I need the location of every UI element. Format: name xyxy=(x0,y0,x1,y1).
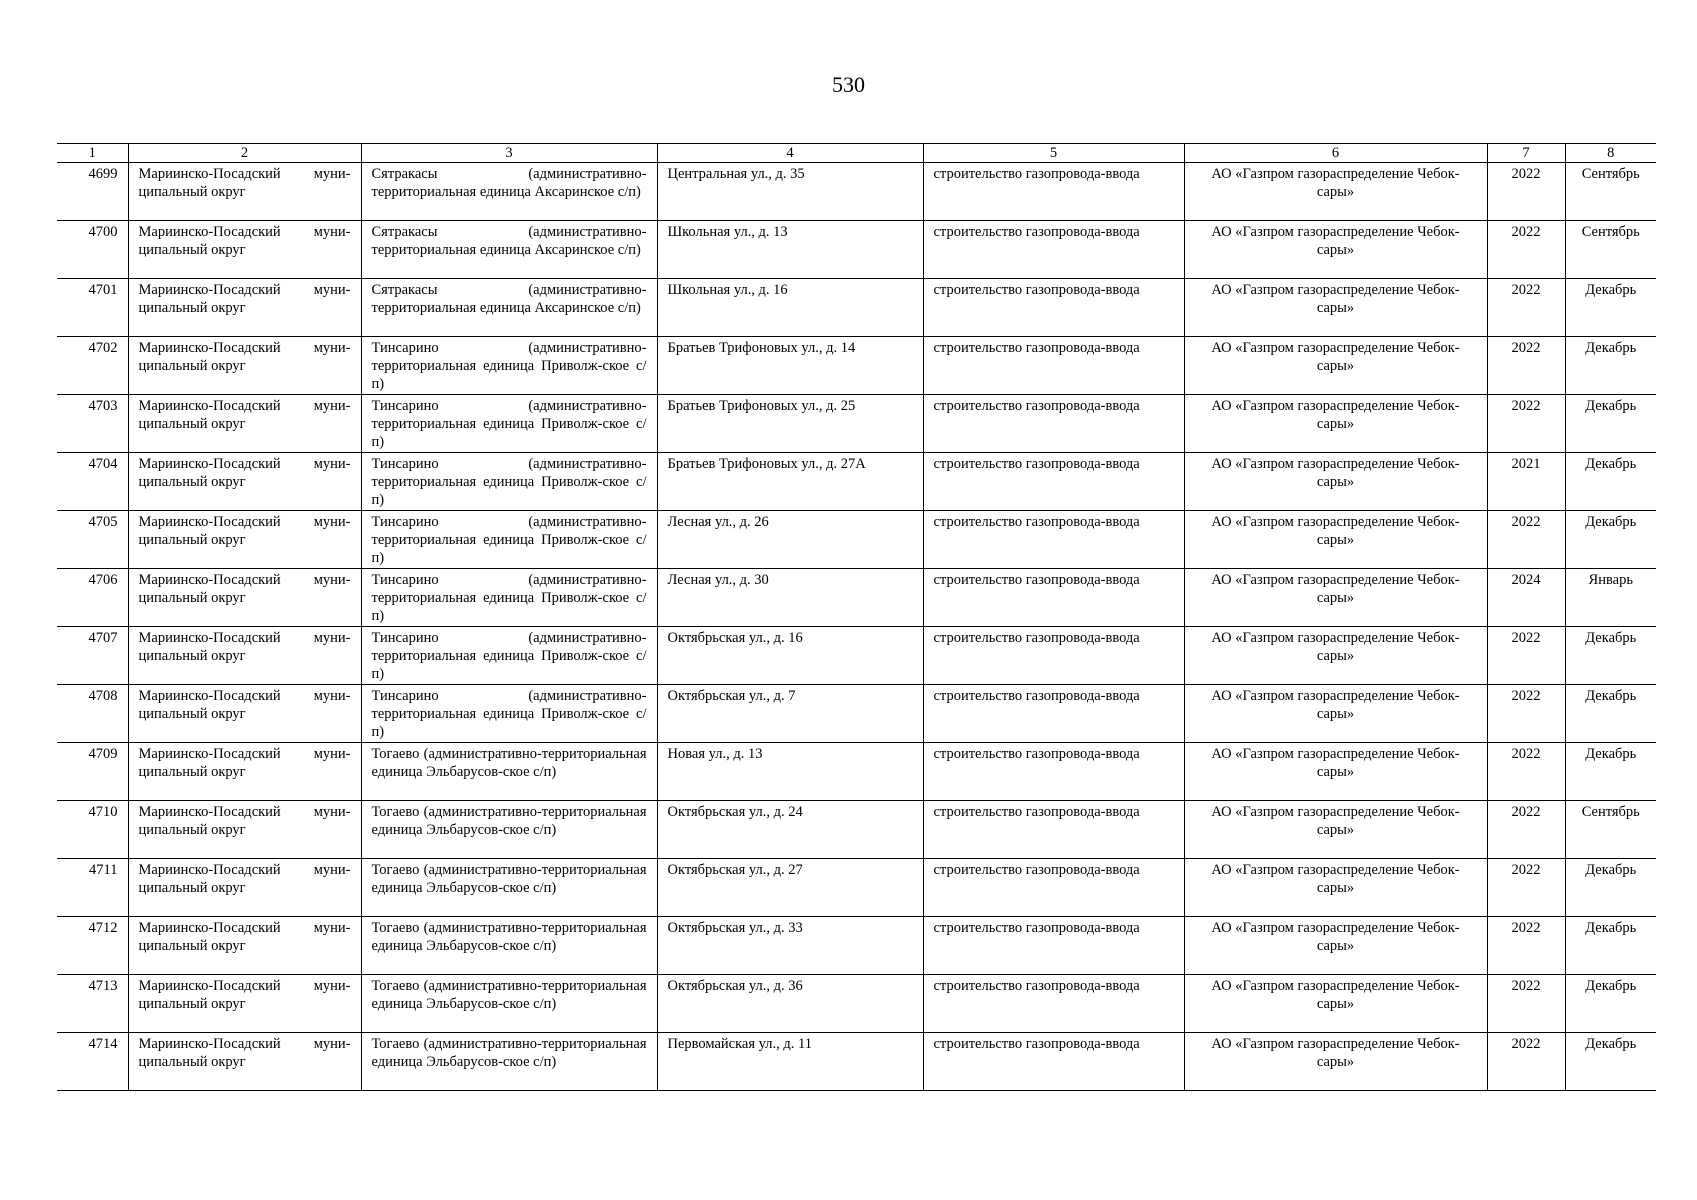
year: 2022 xyxy=(1487,627,1565,685)
municipal-district: Мариинско-Посадский муни-ципальный округ xyxy=(128,221,361,279)
settlement: Тинсарино (административно-территориальная единица Приволж-ское с/п) xyxy=(361,453,657,511)
table-row xyxy=(57,453,1656,511)
row-number: 4708 xyxy=(57,685,128,743)
address: Октябрьская ул., д. 24 xyxy=(657,801,923,859)
row-number: 4710 xyxy=(57,801,128,859)
contractor: АО «Газпром газораспределение Чебок-сары» xyxy=(1184,801,1487,859)
work-type: строительство газопровода-ввода xyxy=(923,279,1184,337)
row-number: 4713 xyxy=(57,975,128,1033)
year: 2022 xyxy=(1487,221,1565,279)
gasification-table xyxy=(57,143,1656,1091)
month: Декабрь xyxy=(1565,975,1656,1033)
settlement: Сятракасы (административно-территориальная единица Аксаринское с/п) xyxy=(361,221,657,279)
contractor: АО «Газпром газораспределение Чебок-сары» xyxy=(1184,453,1487,511)
row-number: 4709 xyxy=(57,743,128,801)
month: Декабрь xyxy=(1565,511,1656,569)
row-number: 4705 xyxy=(57,511,128,569)
contractor: АО «Газпром газораспределение Чебок-сары» xyxy=(1184,859,1487,917)
settlement: Тогаево (административно-территориальная единица Эльбарусов-ское с/п) xyxy=(361,859,657,917)
settlement: Сятракасы (административно-территориальная единица Аксаринское с/п) xyxy=(361,279,657,337)
table-row xyxy=(57,917,1656,975)
row-number: 4706 xyxy=(57,569,128,627)
year: 2022 xyxy=(1487,975,1565,1033)
address: Лесная ул., д. 30 xyxy=(657,569,923,627)
work-type: строительство газопровода-ввода xyxy=(923,685,1184,743)
row-number: 4700 xyxy=(57,221,128,279)
municipal-district: Мариинско-Посадский муни-ципальный округ xyxy=(128,453,361,511)
row-number: 4703 xyxy=(57,395,128,453)
year: 2022 xyxy=(1487,1033,1565,1091)
work-type: строительство газопровода-ввода xyxy=(923,975,1184,1033)
address: Первомайская ул., д. 11 xyxy=(657,1033,923,1091)
address: Братьев Трифоновых ул., д. 14 xyxy=(657,337,923,395)
municipal-district: Мариинско-Посадский муни-ципальный округ xyxy=(128,685,361,743)
table-row xyxy=(57,511,1656,569)
work-type: строительство газопровода-ввода xyxy=(923,221,1184,279)
work-type: строительство газопровода-ввода xyxy=(923,917,1184,975)
month: Декабрь xyxy=(1565,279,1656,337)
address: Лесная ул., д. 26 xyxy=(657,511,923,569)
row-number: 4699 xyxy=(57,163,128,221)
month: Декабрь xyxy=(1565,859,1656,917)
table-row xyxy=(57,279,1656,337)
work-type: строительство газопровода-ввода xyxy=(923,743,1184,801)
row-number: 4714 xyxy=(57,1033,128,1091)
municipal-district: Мариинско-Посадский муни-ципальный округ xyxy=(128,743,361,801)
month: Декабрь xyxy=(1565,337,1656,395)
month: Декабрь xyxy=(1565,917,1656,975)
column-number-row xyxy=(57,144,1656,163)
year: 2022 xyxy=(1487,511,1565,569)
work-type: строительство газопровода-ввода xyxy=(923,511,1184,569)
table-row xyxy=(57,859,1656,917)
column-header: 2 xyxy=(128,144,361,163)
municipal-district: Мариинско-Посадский муни-ципальный округ xyxy=(128,337,361,395)
table-row xyxy=(57,221,1656,279)
table-row xyxy=(57,801,1656,859)
settlement: Тинсарино (административно-территориальная единица Приволж-ское с/п) xyxy=(361,337,657,395)
contractor: АО «Газпром газораспределение Чебок-сары» xyxy=(1184,743,1487,801)
address: Октябрьская ул., д. 16 xyxy=(657,627,923,685)
municipal-district: Мариинско-Посадский муни-ципальный округ xyxy=(128,163,361,221)
month: Декабрь xyxy=(1565,1033,1656,1091)
municipal-district: Мариинско-Посадский муни-ципальный округ xyxy=(128,917,361,975)
table-row xyxy=(57,337,1656,395)
municipal-district: Мариинско-Посадский муни-ципальный округ xyxy=(128,975,361,1033)
municipal-district: Мариинско-Посадский муни-ципальный округ xyxy=(128,801,361,859)
work-type: строительство газопровода-ввода xyxy=(923,453,1184,511)
contractor: АО «Газпром газораспределение Чебок-сары» xyxy=(1184,627,1487,685)
contractor: АО «Газпром газораспределение Чебок-сары» xyxy=(1184,569,1487,627)
contractor: АО «Газпром газораспределение Чебок-сары» xyxy=(1184,1033,1487,1091)
year: 2022 xyxy=(1487,685,1565,743)
contractor: АО «Газпром газораспределение Чебок-сары» xyxy=(1184,395,1487,453)
settlement: Тинсарино (административно-территориальная единица Приволж-ское с/п) xyxy=(361,685,657,743)
municipal-district: Мариинско-Посадский муни-ципальный округ xyxy=(128,511,361,569)
row-number: 4712 xyxy=(57,917,128,975)
municipal-district: Мариинско-Посадский муни-ципальный округ xyxy=(128,1033,361,1091)
work-type: строительство газопровода-ввода xyxy=(923,163,1184,221)
row-number: 4701 xyxy=(57,279,128,337)
address: Школьная ул., д. 13 xyxy=(657,221,923,279)
column-header: 5 xyxy=(923,144,1184,163)
column-header: 6 xyxy=(1184,144,1487,163)
contractor: АО «Газпром газораспределение Чебок-сары» xyxy=(1184,917,1487,975)
work-type: строительство газопровода-ввода xyxy=(923,569,1184,627)
settlement: Тинсарино (административно-территориальная единица Приволж-ское с/п) xyxy=(361,627,657,685)
settlement: Сятракасы (административно-территориальная единица Аксаринское с/п) xyxy=(361,163,657,221)
settlement: Тогаево (административно-территориальная единица Эльбарусов-ское с/п) xyxy=(361,1033,657,1091)
year: 2024 xyxy=(1487,569,1565,627)
work-type: строительство газопровода-ввода xyxy=(923,859,1184,917)
work-type: строительство газопровода-ввода xyxy=(923,627,1184,685)
municipal-district: Мариинско-Посадский муни-ципальный округ xyxy=(128,627,361,685)
settlement: Тогаево (административно-территориальная единица Эльбарусов-ское с/п) xyxy=(361,975,657,1033)
year: 2022 xyxy=(1487,279,1565,337)
settlement: Тогаево (административно-территориальная единица Эльбарусов-ское с/п) xyxy=(361,743,657,801)
year: 2022 xyxy=(1487,337,1565,395)
address: Братьев Трифоновых ул., д. 27А xyxy=(657,453,923,511)
settlement: Тогаево (административно-территориальная единица Эльбарусов-ское с/п) xyxy=(361,801,657,859)
year: 2021 xyxy=(1487,453,1565,511)
contractor: АО «Газпром газораспределение Чебок-сары» xyxy=(1184,685,1487,743)
month: Сентябрь xyxy=(1565,221,1656,279)
address: Октябрьская ул., д. 33 xyxy=(657,917,923,975)
municipal-district: Мариинско-Посадский муни-ципальный округ xyxy=(128,859,361,917)
table-row xyxy=(57,975,1656,1033)
year: 2022 xyxy=(1487,163,1565,221)
year: 2022 xyxy=(1487,859,1565,917)
year: 2022 xyxy=(1487,395,1565,453)
row-number: 4702 xyxy=(57,337,128,395)
table-row xyxy=(57,163,1656,221)
table-row xyxy=(57,685,1656,743)
address: Новая ул., д. 13 xyxy=(657,743,923,801)
column-header: 7 xyxy=(1487,144,1565,163)
settlement: Тинсарино (административно-территориальная единица Приволж-ское с/п) xyxy=(361,395,657,453)
contractor: АО «Газпром газораспределение Чебок-сары» xyxy=(1184,163,1487,221)
contractor: АО «Газпром газораспределение Чебок-сары» xyxy=(1184,221,1487,279)
address: Октябрьская ул., д. 27 xyxy=(657,859,923,917)
month: Сентябрь xyxy=(1565,163,1656,221)
contractor: АО «Газпром газораспределение Чебок-сары» xyxy=(1184,975,1487,1033)
contractor: АО «Газпром газораспределение Чебок-сары» xyxy=(1184,279,1487,337)
work-type: строительство газопровода-ввода xyxy=(923,395,1184,453)
column-header: 4 xyxy=(657,144,923,163)
month: Декабрь xyxy=(1565,395,1656,453)
month: Декабрь xyxy=(1565,743,1656,801)
month: Декабрь xyxy=(1565,685,1656,743)
settlement: Тогаево (административно-территориальная единица Эльбарусов-ское с/п) xyxy=(361,917,657,975)
municipal-district: Мариинско-Посадский муни-ципальный округ xyxy=(128,569,361,627)
contractor: АО «Газпром газораспределение Чебок-сары» xyxy=(1184,511,1487,569)
address: Октябрьская ул., д. 7 xyxy=(657,685,923,743)
year: 2022 xyxy=(1487,801,1565,859)
month: Январь xyxy=(1565,569,1656,627)
work-type: строительство газопровода-ввода xyxy=(923,337,1184,395)
work-type: строительство газопровода-ввода xyxy=(923,801,1184,859)
settlement: Тинсарино (административно-территориальная единица Приволж-ское с/п) xyxy=(361,511,657,569)
table-row xyxy=(57,627,1656,685)
column-header: 3 xyxy=(361,144,657,163)
page-number: 530 xyxy=(832,72,865,97)
address: Октябрьская ул., д. 36 xyxy=(657,975,923,1033)
month: Сентябрь xyxy=(1565,801,1656,859)
column-header: 1 xyxy=(57,144,128,163)
municipal-district: Мариинско-Посадский муни-ципальный округ xyxy=(128,279,361,337)
address: Школьная ул., д. 16 xyxy=(657,279,923,337)
municipal-district: Мариинско-Посадский муни-ципальный округ xyxy=(128,395,361,453)
address: Центральная ул., д. 35 xyxy=(657,163,923,221)
table-row xyxy=(57,395,1656,453)
row-number: 4707 xyxy=(57,627,128,685)
month: Декабрь xyxy=(1565,627,1656,685)
address: Братьев Трифоновых ул., д. 25 xyxy=(657,395,923,453)
table-row xyxy=(57,743,1656,801)
table-row xyxy=(57,569,1656,627)
table-row xyxy=(57,1033,1656,1091)
work-type: строительство газопровода-ввода xyxy=(923,1033,1184,1091)
month: Декабрь xyxy=(1565,453,1656,511)
row-number: 4704 xyxy=(57,453,128,511)
year: 2022 xyxy=(1487,743,1565,801)
settlement: Тинсарино (административно-территориальная единица Приволж-ское с/п) xyxy=(361,569,657,627)
year: 2022 xyxy=(1487,917,1565,975)
column-header: 8 xyxy=(1565,144,1656,163)
contractor: АО «Газпром газораспределение Чебок-сары» xyxy=(1184,337,1487,395)
row-number: 4711 xyxy=(57,859,128,917)
